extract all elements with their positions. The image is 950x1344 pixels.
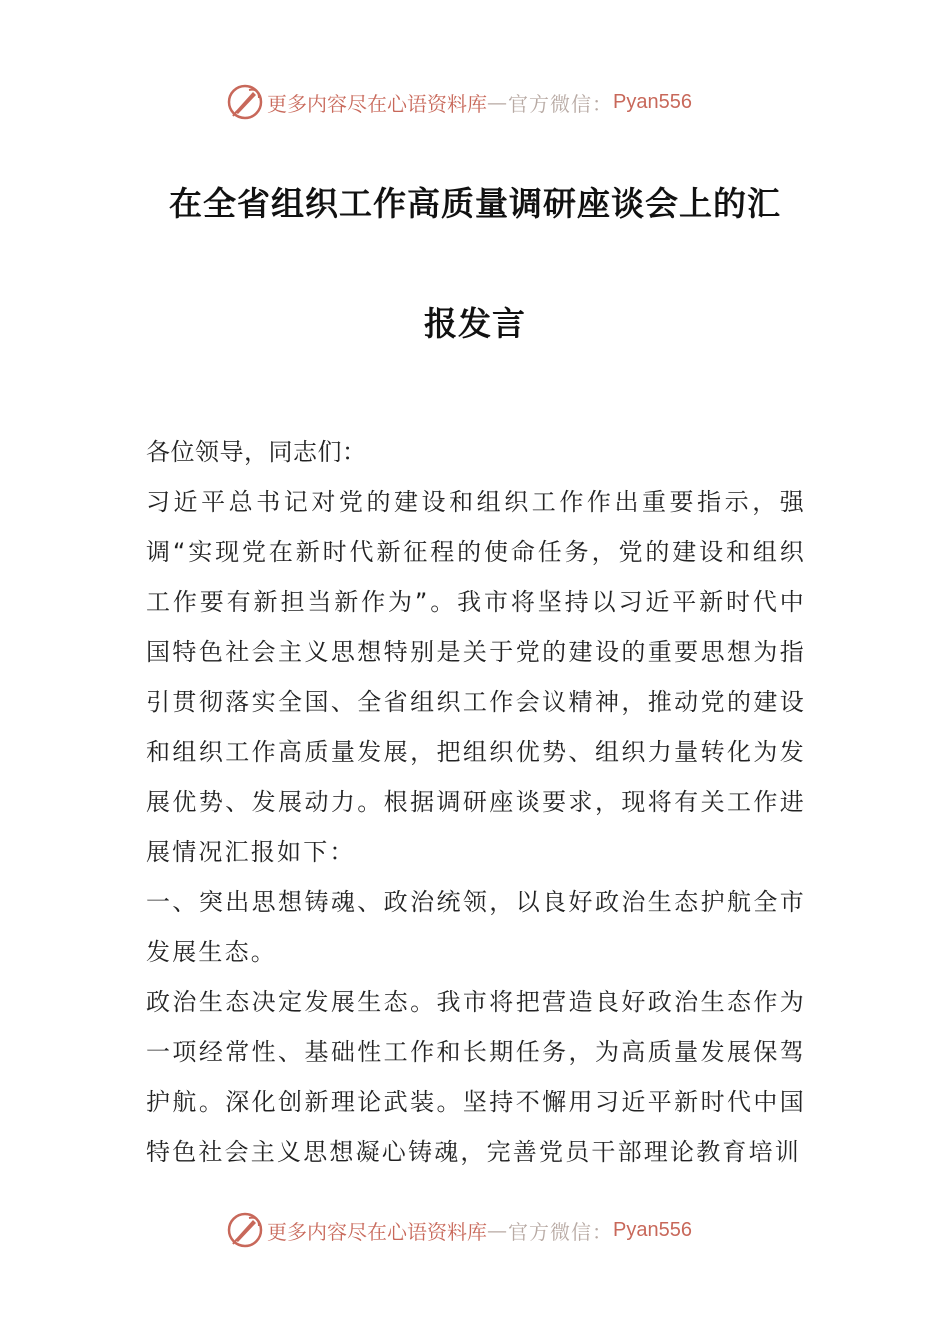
document-title-line2: 报发言 — [424, 304, 526, 343]
watermark-banner-top — [225, 82, 692, 122]
paragraph: 政治生态决定发展生态。我市将把营造良好政治生态作为一项经常性、基础性工作和长期任务，为高质量发展保驾护航。深化创新理论武装。坚持不懈用习近平新时代中国特色社会主义思想凝心铸魂，完善党员干部理论教育培训 — [146, 988, 806, 1166]
watermark-banner-bottom — [225, 1210, 692, 1250]
wechat-label: 官方微信： — [508, 1219, 613, 1244]
wechat-id: Pyan556 — [613, 90, 692, 113]
section-heading: 一、突出思想铸魂、政治统领，以良好政治生态护航全市发展生态。 — [146, 888, 806, 966]
wechat-id: Pyan556 — [613, 1218, 692, 1241]
quill-pen-logo-icon — [225, 82, 265, 122]
document-title-line1: 在全省组织工作高质量调研座谈会上的汇 — [169, 184, 781, 223]
promo-text: 更多内容尽在心语资料库 — [267, 91, 487, 116]
wechat-label: 官方微信： — [508, 91, 613, 116]
promo-dash: — — [487, 1218, 508, 1242]
quill-pen-logo-icon — [225, 1210, 265, 1250]
salutation: 各位领导，同志们： — [146, 438, 367, 466]
document-body — [146, 427, 806, 1177]
promo-dash: — — [487, 90, 508, 114]
paragraph: 习近平总书记对党的建设和组织工作作出重要指示，强调“实现党在新时代新征程的使命任务，党的建设和组织工作要有新担当新作为”。我市将坚持以习近平新时代中国特色社会主义思想特别是关于党的建设的重要思想为指引贯彻落实全国、全省组织工作会议精神，推动党的建设和组织工作高质量发展，把组织优势、组织力量转化为发展优势、发展动力。根据调研座谈要求，现将有关工作进展情况汇报如下： — [146, 488, 806, 866]
promo-text: 更多内容尽在心语资料库 — [267, 1219, 487, 1244]
